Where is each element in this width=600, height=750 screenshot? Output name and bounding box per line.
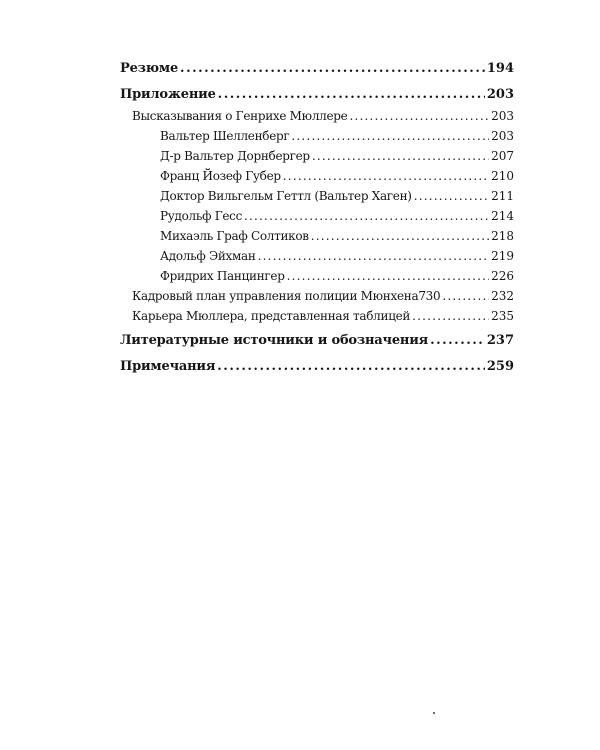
dot-leader [312,146,489,166]
toc-entry-quotes[interactable] [120,106,514,126]
toc-entry-title: Примечания [120,359,216,374]
toc-entry-staffing[interactable] [120,286,514,306]
toc-entry-title: Приложение [120,87,216,102]
toc-entry-literature[interactable] [120,330,514,352]
toc-entry-page: 203 [491,129,514,143]
dot-leader [180,58,485,80]
toc-entry-person[interactable] [120,226,514,246]
toc-entry-title: Резюме [120,61,179,76]
print-speck [433,712,435,714]
toc-entry-person[interactable] [120,126,514,146]
toc-entry-title: Михаэль Граф Солтиков [160,229,309,243]
toc-entry-page: 259 [486,359,514,374]
toc-entry-career[interactable] [120,306,514,326]
toc-entry-person[interactable] [120,166,514,186]
dot-leader [217,356,485,378]
toc-entry-person[interactable] [120,266,514,286]
toc-entry-title: Франц Йозеф Губер [160,169,281,183]
toc-entry-title: Адольф Эйхман [160,249,256,263]
toc-entry-resume[interactable] [120,58,514,80]
dot-leader [291,126,489,146]
toc-entry-title: Рудольф Гесс [160,209,242,223]
toc-entry-person[interactable] [120,246,514,266]
toc-entry-page: 226 [491,269,514,283]
dot-leader [414,186,489,206]
toc-entry-page: 207 [491,149,514,163]
dot-leader [287,266,490,286]
toc-entry-page: 218 [491,229,514,243]
dot-leader [442,286,489,306]
toc-entry-notes[interactable] [120,356,514,378]
dot-leader [218,84,485,106]
toc-entry-person[interactable] [120,206,514,226]
toc-entry-page: 219 [491,249,514,263]
toc-entry-title: Кадровый план управления полиции Мюнхена730 [132,289,441,303]
dot-leader [430,330,485,352]
dot-leader [244,206,489,226]
toc-entry-title: Карьера Мюллера, представленная таблицей [132,309,411,323]
dot-leader [349,106,489,126]
toc-entry-page: 235 [491,309,514,323]
table-of-contents [120,58,514,378]
toc-entry-page: 211 [491,189,514,203]
toc-entry-title: Литературные источники и обозначения [120,333,429,348]
toc-entry-title: Д-р Вальтер Дорнбергер [160,149,310,163]
toc-entry-page: 210 [491,169,514,183]
dot-leader [412,306,489,326]
toc-entry-title: Фридрих Панцингер [160,269,285,283]
toc-entry-page: 194 [486,61,514,76]
dot-leader [258,246,489,266]
toc-entry-page: 214 [491,209,514,223]
toc-entry-page: 237 [486,333,514,348]
toc-entry-person[interactable] [120,186,514,206]
toc-entry-title: Высказывания о Генрихе Мюллере [132,109,348,123]
toc-entry-title: Доктор Вильгельм Геттл (Вальтер Хаген) [160,189,412,203]
toc-entry-page: 203 [491,109,514,123]
toc-entry-appendix[interactable] [120,84,514,106]
toc-entry-title: Вальтер Шелленберг [160,129,290,143]
toc-entry-person[interactable] [120,146,514,166]
dot-leader [311,226,489,246]
toc-entry-page: 232 [491,289,514,303]
toc-entry-page: 203 [486,87,514,102]
dot-leader [283,166,489,186]
